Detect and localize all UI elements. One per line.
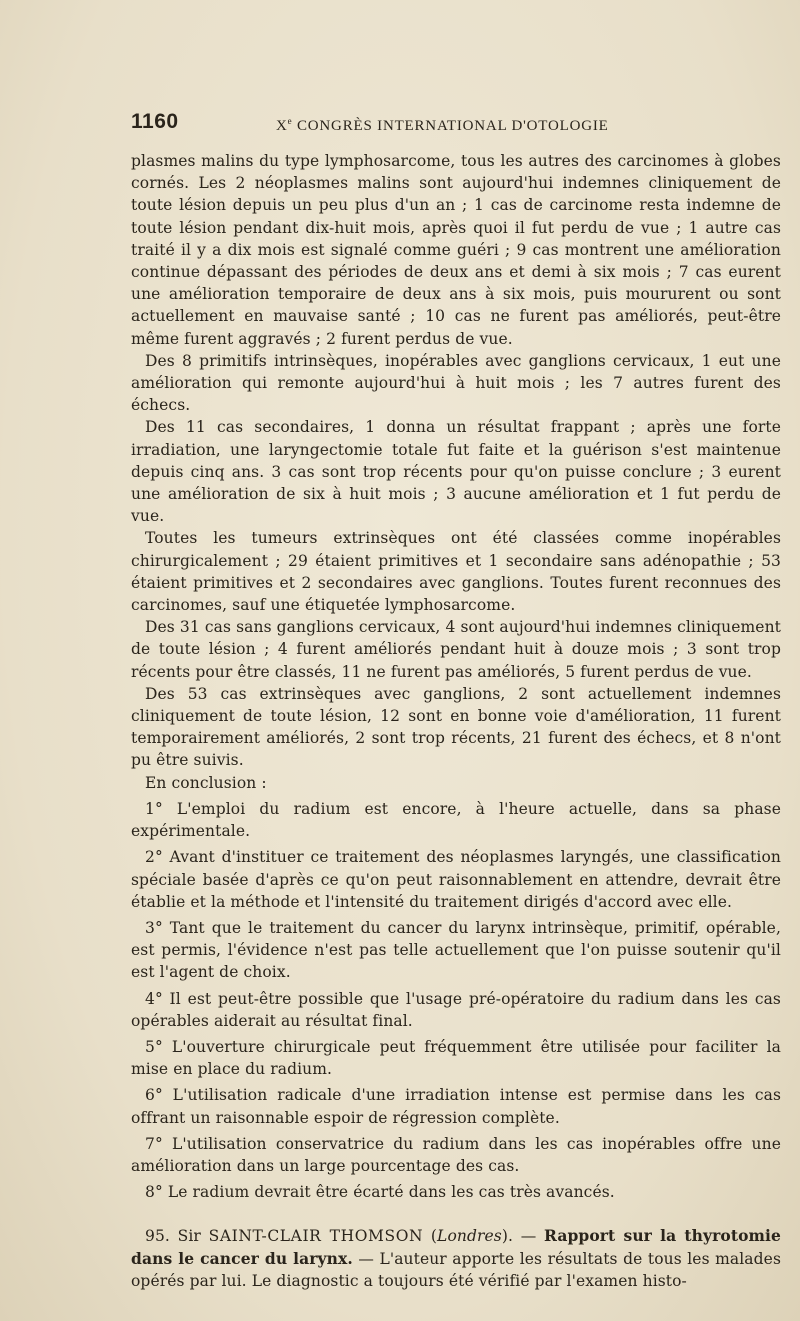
paragraph: Des 11 cas secondaires, 1 donna un résultat frappant ; après une forte irradiation, une laryngectomie totale fut faite et la guérison s'est maintenue depuis cinq ans. 3 cas sont trop récents pour qu'on puisse conclure ; 3 eurent une amélioration de six à huit mois ; 3 aucune amélioration et 1 fut perdu de vue. — [131, 418, 781, 526]
section-95 — [131, 1225, 781, 1292]
conclusion-item: 8° Le radium devrait être écarté dans les cas très avancés. — [145, 1183, 615, 1202]
paragraph: Des 53 cas extrinsèques avec ganglions, 2 sont actuellement indemnes cliniquement de toute lésion, 12 sont en bonne voie d'amélioration, 11 furent temporairement améliorés, 2 sont trop récents, 21 furent des échecs, et 8 n'ont pu être suivis. — [131, 684, 781, 770]
paragraph: plasmes malins du type lymphosarcome, tous les autres des carcinomes à globes cornés. Les 2 néoplasmes malins sont aujourd'hui indemnes cliniquement de toute lésion depuis un peu plus d'un an ; 1 cas de carcinome resta indemne de toute lésion pendant dix-huit mois, après quoi il fut perdu de vue ; 1 autre cas traité il y a dix mois est signalé comme guéri ; 9 cas montrent une amélioration continue dépassant des périodes de deux ans et demi à six mois ; 7 cas eurent une amélioration temporaire de deux ans à six mois, puis moururent ou sont actuellement en mauvaise santé ; 10 cas ne furent pas améliorés, peut-être même furent aggravés ; 2 furent perdus de vue. — [131, 152, 781, 348]
section-number: 95. Sir — [145, 1227, 209, 1246]
section-place: Londres — [437, 1227, 502, 1246]
page-content — [131, 110, 781, 1292]
paragraph: Des 8 primitifs intrinsèques, inopérables avec ganglions cervicaux, 1 eut une amélioration qui remonte aujourd'hui à huit mois ; les 7 autres furent des échecs. — [131, 351, 781, 415]
running-header — [131, 110, 781, 150]
section-title: Rapport sur la thyrotomie dans le cancer du larynx. — [131, 1226, 782, 1268]
conclusion-item: 1° L'emploi du radium est encore, à l'heure actuelle, dans sa phase expérimentale. — [131, 799, 781, 841]
running-title — [276, 116, 609, 135]
section-author: SAINT-CLAIR THOMSON — [208, 1227, 424, 1246]
running-title-superscript: e — [287, 116, 293, 126]
conclusion-item: 6° L'utilisation radicale d'une irradiation intense est permise dans les cas offrant un raisonnable espoir de régression complète. — [131, 1086, 781, 1127]
conclusion-item: 7° L'utilisation conservatrice du radium dans les cas inopérables offre une amélioration dans un large pourcentage des cas. — [131, 1134, 781, 1175]
conclusion-item: 3° Tant que le traitement du cancer du larynx intrinsèque, primitif, opérable, est permis, l'évidence n'est pas telle actuellement que l'on puisse soutenir qu'il est l'agent de choix. — [131, 918, 781, 982]
section-text: — L'auteur apporte les résultats de tous les malades opérés par lui. Le diagnostic a toujours été vérifié par l'examen histo- — [131, 1249, 781, 1290]
paragraph: Toutes les tumeurs extrinsèques ont été classées comme inopérables chirurgicalement ; 29 étaient primitives et 1 secondaire sans adénopathie ; 53 étaient primitives et 2 secondaires avec ganglions. Toutes furent reconnues des carcinomes, sauf une étiquetée lymphosarcome. — [131, 529, 781, 615]
running-title-prefix: X — [276, 118, 288, 134]
conclusion-item: 5° L'ouverture chirurgicale peut fréquemment être utilisée pour faciliter la mise en place du radium. — [131, 1037, 781, 1079]
conclusion-heading: En conclusion : — [145, 773, 267, 792]
section-punct: ( — [423, 1227, 438, 1246]
section-punct: ). — — [501, 1227, 544, 1246]
paragraph: Des 31 cas sans ganglions cervicaux, 4 sont aujourd'hui indemnes cliniquement de toute lésion ; 4 furent améliorés pendant huit à douze mois ; 3 sont trop récents pour être classés, 11 ne furent pas améliorés, 5 furent perdus de vue. — [131, 618, 781, 681]
running-title-text: CONGRÈS INTERNATIONAL D'OTOLOGIE — [292, 118, 609, 134]
page-number: 1160 — [131, 110, 179, 133]
conclusion-item: 4° Il est peut-être possible que l'usage pré-opératoire du radium dans les cas opérables aiderait au résultat final. — [131, 989, 781, 1030]
body-text — [131, 150, 781, 1292]
conclusion-item: 2° Avant d'instituer ce traitement des néoplasmes laryngés, une classification spéciale basée d'après ce qu'on peut raisonnablement en attendre, devrait être établie et la méthode et l'intensité du traitement dirigés d'accord avec elle. — [131, 848, 781, 911]
